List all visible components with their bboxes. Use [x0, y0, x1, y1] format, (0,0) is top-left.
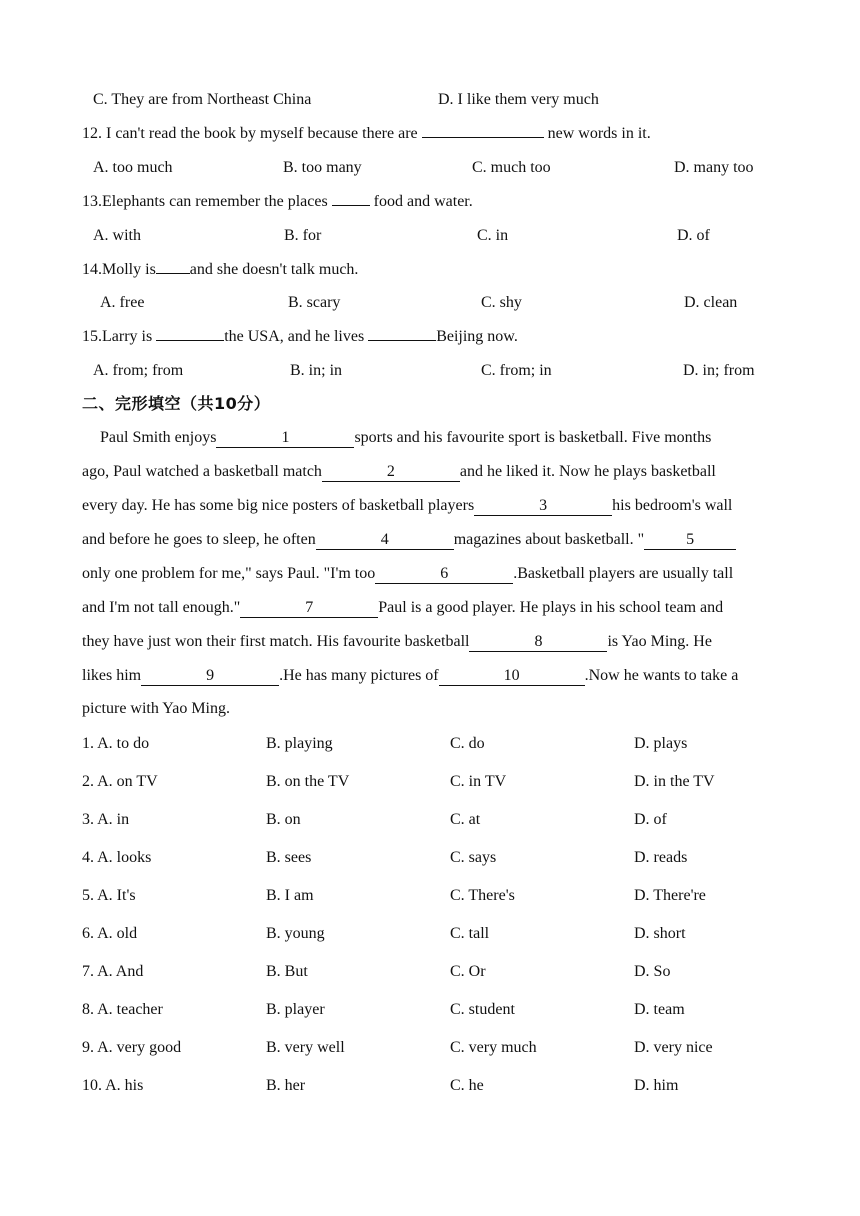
question-13 — [82, 190, 473, 214]
option-a: 3. A. in — [82, 811, 130, 828]
blank-9: 9 — [141, 667, 279, 686]
option-c: C. Or — [450, 963, 486, 980]
passage-text: likes him — [82, 667, 142, 684]
option-d: D. of — [677, 227, 710, 244]
option-b: B. her — [266, 1077, 306, 1094]
passage-line — [82, 494, 732, 518]
passage-text: ago, Paul watched a basketball match — [82, 463, 322, 480]
option-c: C. in — [477, 227, 509, 244]
blank-6: 6 — [375, 565, 513, 584]
option-d: D. many too — [674, 159, 754, 176]
option-c: C. from; in — [481, 362, 552, 379]
passage-text: picture with Yao Ming. — [82, 700, 230, 717]
option-d: D. So — [634, 963, 671, 980]
blank-10: 10 — [439, 667, 585, 686]
option-c: C. There's — [450, 887, 515, 904]
passage-text: Paul Smith enjoys — [100, 429, 217, 446]
option-b: B. on the TV — [266, 773, 350, 790]
option-d: D. There're — [634, 887, 706, 904]
option-a: 5. A. It's — [82, 887, 136, 904]
option-c: C. student — [450, 1001, 515, 1018]
option-c: C. do — [450, 735, 485, 752]
passage-text: .Now he wants to take a — [584, 667, 739, 684]
option-b: B. on — [266, 811, 301, 828]
question-text: food and water. — [369, 193, 473, 210]
option-c: C. says — [450, 849, 497, 866]
option-d: D. plays — [634, 735, 688, 752]
option-b: B. young — [266, 925, 325, 942]
option-a: A. with — [93, 227, 141, 244]
blank-2: 2 — [322, 463, 460, 482]
passage-text: Paul is a good player. He plays in his school team and — [378, 599, 724, 616]
passage-text: magazines about basketball. " — [453, 531, 645, 548]
option-a: 9. A. very good — [82, 1039, 182, 1056]
blank-4: 4 — [316, 531, 454, 550]
option-d: D. of — [634, 811, 667, 828]
question-text: new words in it. — [543, 125, 651, 142]
option-d: D. him — [634, 1077, 679, 1094]
passage-line — [82, 528, 736, 552]
option-d: D. clean — [684, 294, 738, 311]
question-text: and she doesn't talk much. — [189, 261, 359, 278]
passage-text: and I'm not tall enough." — [82, 599, 241, 616]
option-b: B. for — [284, 227, 322, 244]
option-b: B. I am — [266, 887, 314, 904]
passage-line — [82, 630, 712, 654]
option-d: D. reads — [634, 849, 688, 866]
option-c: C. in TV — [450, 773, 507, 790]
passage-line — [100, 426, 711, 450]
option-b: B. player — [266, 1001, 325, 1018]
option-b: B. But — [266, 963, 308, 980]
blank-3: 3 — [474, 497, 612, 516]
passage-text: only one problem for me," says Paul. "I'm too — [82, 565, 376, 582]
option-d: D. in the TV — [634, 773, 715, 790]
passage-text: sports and his favourite sport is basketball. Five months — [354, 429, 712, 446]
option-c: C. tall — [450, 925, 490, 942]
passage-text: and before he goes to sleep, he often — [82, 531, 316, 548]
option-a: 8. A. teacher — [82, 1001, 163, 1018]
option-c: C. he — [450, 1077, 484, 1094]
question-text: Beijing now. — [436, 328, 518, 345]
option-d: D. team — [634, 1001, 685, 1018]
question-12 — [82, 122, 651, 146]
option-a: 2. A. on TV — [82, 773, 158, 790]
passage-line — [82, 664, 738, 688]
passage-line — [82, 697, 230, 721]
question-text: 13.Elephants can remember the places — [82, 193, 332, 210]
option-d: D. very nice — [634, 1039, 713, 1056]
passage-text: .He has many pictures of — [279, 667, 439, 684]
option-c: C. shy — [481, 294, 522, 311]
question-text: 14.Molly is — [82, 261, 156, 278]
answer-blank — [156, 273, 190, 274]
blank-5: 5 — [644, 531, 736, 550]
option-a: A. too much — [93, 159, 173, 176]
answer-blank — [332, 205, 370, 206]
passage-text: is Yao Ming. He — [607, 633, 712, 650]
answer-blank — [156, 340, 224, 341]
blank-7: 7 — [240, 599, 378, 618]
passage-line — [82, 562, 733, 586]
blank-8: 8 — [469, 633, 607, 652]
option-b: B. in; in — [290, 362, 343, 379]
option-a: 10. A. his — [82, 1077, 144, 1094]
passage-text: .Basketball players are usually tall — [513, 565, 734, 582]
question-14 — [82, 258, 358, 282]
question-15 — [82, 325, 518, 349]
option-a: 7. A. And — [82, 963, 144, 980]
answer-blank — [422, 137, 544, 138]
passage-text: they have just won their first match. His favourite basketball — [82, 633, 470, 650]
passage-text: every day. He has some big nice posters of basketball players — [82, 497, 475, 514]
passage-line — [82, 460, 716, 484]
option-a: 1. A. to do — [82, 735, 150, 752]
option-b: B. very well — [266, 1039, 345, 1056]
option-a: A. free — [100, 294, 145, 311]
option-b: B. playing — [266, 735, 333, 752]
passage-text: his bedroom's wall — [612, 497, 733, 514]
option-c: C. much too — [472, 159, 551, 176]
option-b: B. too many — [283, 159, 362, 176]
section-heading: 二、完形填空（共10分） — [82, 394, 271, 413]
option-a: 4. A. looks — [82, 849, 152, 866]
option-d: D. in; from — [683, 362, 755, 379]
option-c: C. They are from Northeast China — [93, 91, 312, 108]
blank-1: 1 — [216, 429, 354, 448]
question-text: 15.Larry is — [82, 328, 157, 345]
option-b: B. sees — [266, 849, 312, 866]
option-a: A. from; from — [93, 362, 184, 379]
option-b: B. scary — [288, 294, 341, 311]
option-d: D. I like them very much — [438, 91, 599, 108]
question-text: the USA, and he lives — [224, 328, 369, 345]
question-text: 12. I can't read the book by myself because there are — [82, 125, 422, 142]
option-d: D. short — [634, 925, 686, 942]
passage-text: and he liked it. Now he plays basketball — [459, 463, 716, 480]
answer-blank — [368, 340, 436, 341]
option-a: 6. A. old — [82, 925, 138, 942]
option-c: C. very much — [450, 1039, 537, 1056]
passage-line — [82, 596, 723, 620]
option-c: C. at — [450, 811, 481, 828]
